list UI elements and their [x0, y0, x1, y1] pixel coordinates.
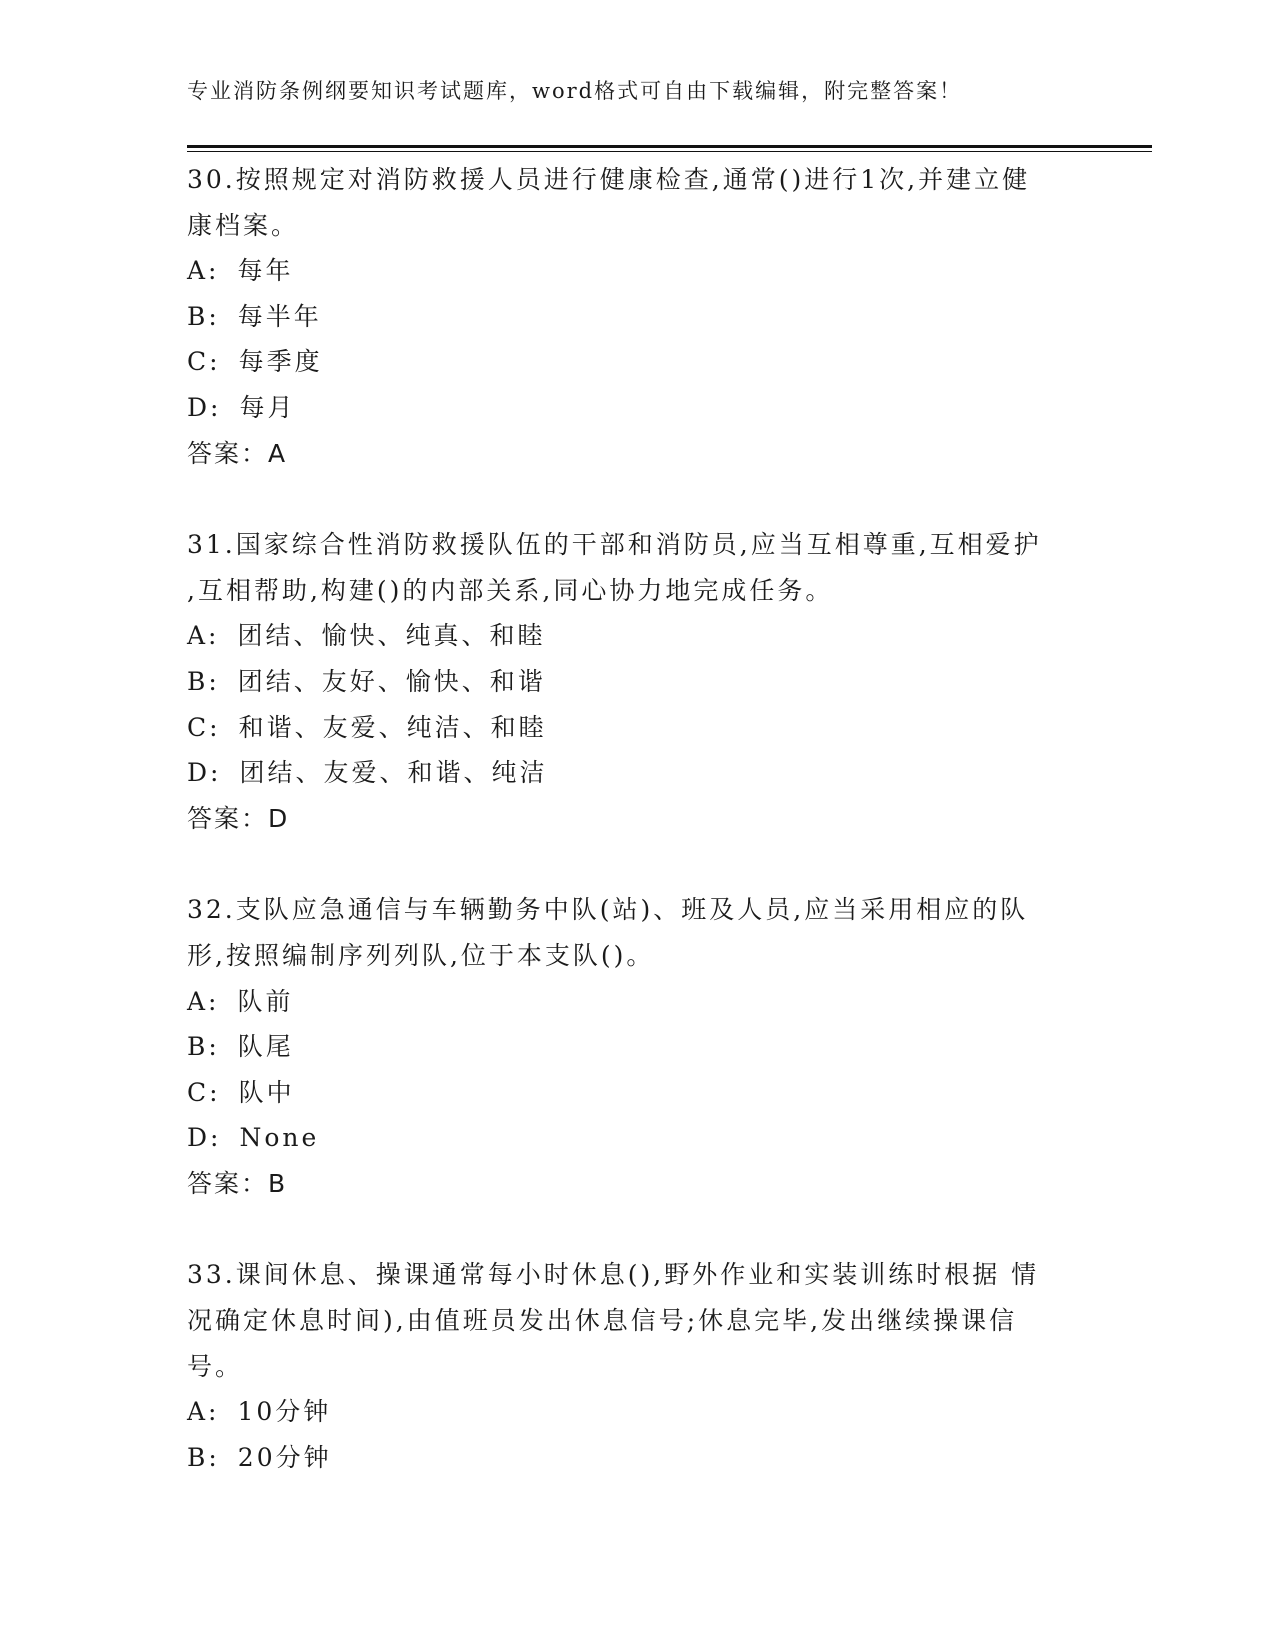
option-a	[187, 248, 1087, 294]
option-c	[187, 705, 1087, 751]
option-letter: A:	[187, 256, 220, 286]
option-letter: D:	[187, 758, 222, 788]
option-b	[187, 294, 1087, 340]
header-rule-thick	[187, 145, 1152, 148]
option-d	[187, 385, 1087, 431]
option-text: 每月	[239, 392, 296, 422]
option-letter: C:	[187, 347, 221, 377]
question-stem-line: ,互相帮助,构建()的内部关系,同心协力地完成任务。	[187, 575, 834, 605]
option-c	[187, 339, 1087, 385]
option-text: 10分钟	[237, 1397, 332, 1427]
option-letter: B:	[187, 301, 220, 331]
option-text: 队前	[237, 986, 294, 1016]
option-a	[187, 979, 1087, 1025]
question-stem-line: 康档案。	[187, 210, 300, 240]
question-list	[187, 157, 1087, 1526]
option-text: 团结、友好、愉快、和谐	[237, 666, 546, 696]
option-letter: B:	[187, 1442, 220, 1472]
option-a	[187, 613, 1087, 659]
answer-line: 答案：D	[187, 803, 290, 833]
option-text: 队尾	[237, 1032, 294, 1062]
option-text: 每季度	[238, 347, 323, 377]
option-letter: D:	[187, 1123, 222, 1153]
option-b	[187, 659, 1087, 705]
option-text: 团结、愉快、纯真、和睦	[237, 621, 546, 651]
page-header: 专业消防条例纲要知识考试题库，word格式可自由下载编辑，附完整答案！	[187, 79, 963, 103]
option-text: 每年	[237, 256, 294, 286]
option-text: 20分钟	[237, 1442, 332, 1472]
question-stem-line: 30.按照规定对消防救援人员进行健康检查,通常()进行1次,并建立健	[187, 165, 1031, 194]
option-letter: B:	[187, 1032, 220, 1062]
question-stem-line: 形,按照编制序列列队,位于本支队()。	[187, 940, 655, 970]
option-b	[187, 1024, 1087, 1070]
answer-line: 答案：B	[187, 1168, 288, 1198]
question-30	[187, 157, 1087, 476]
answer-line: 答案：A	[187, 438, 288, 468]
question-stem-line: 号。	[187, 1351, 244, 1381]
option-a	[187, 1389, 1087, 1435]
option-text: 团结、友爱、和谐、纯洁	[239, 758, 548, 788]
option-letter: A:	[187, 1397, 220, 1427]
option-letter: C:	[187, 1077, 221, 1107]
question-stem-line: 况确定休息时间),由值班员发出休息信号;休息完毕,发出继续操课信	[187, 1306, 1018, 1336]
option-d	[187, 1115, 1087, 1161]
option-letter: A:	[187, 621, 220, 651]
question-stem-line: 31.国家综合性消防救援队伍的干部和消防员,应当互相尊重,互相爱护	[187, 530, 1042, 560]
option-b	[187, 1435, 1087, 1481]
question-32	[187, 887, 1087, 1206]
option-letter: B:	[187, 666, 220, 696]
question-stem-line: 33.课间休息、操课通常每小时休息(),野外作业和实装训练时根据 情	[187, 1260, 1040, 1290]
option-letter: A:	[187, 986, 220, 1016]
option-letter: C:	[187, 712, 221, 742]
option-d	[187, 750, 1087, 796]
option-letter: D:	[187, 392, 222, 422]
option-c	[187, 1070, 1087, 1116]
option-text: 队中	[238, 1077, 295, 1107]
option-text: None	[239, 1123, 320, 1153]
option-text: 每半年	[237, 301, 322, 331]
option-text: 和谐、友爱、纯洁、和睦	[238, 712, 547, 742]
header-rule-thin	[187, 151, 1152, 152]
question-stem-line: 32.支队应急通信与车辆勤务中队(站)、班及人员,应当采用相应的队	[187, 895, 1029, 925]
question-33	[187, 1252, 1087, 1480]
question-31	[187, 522, 1087, 841]
